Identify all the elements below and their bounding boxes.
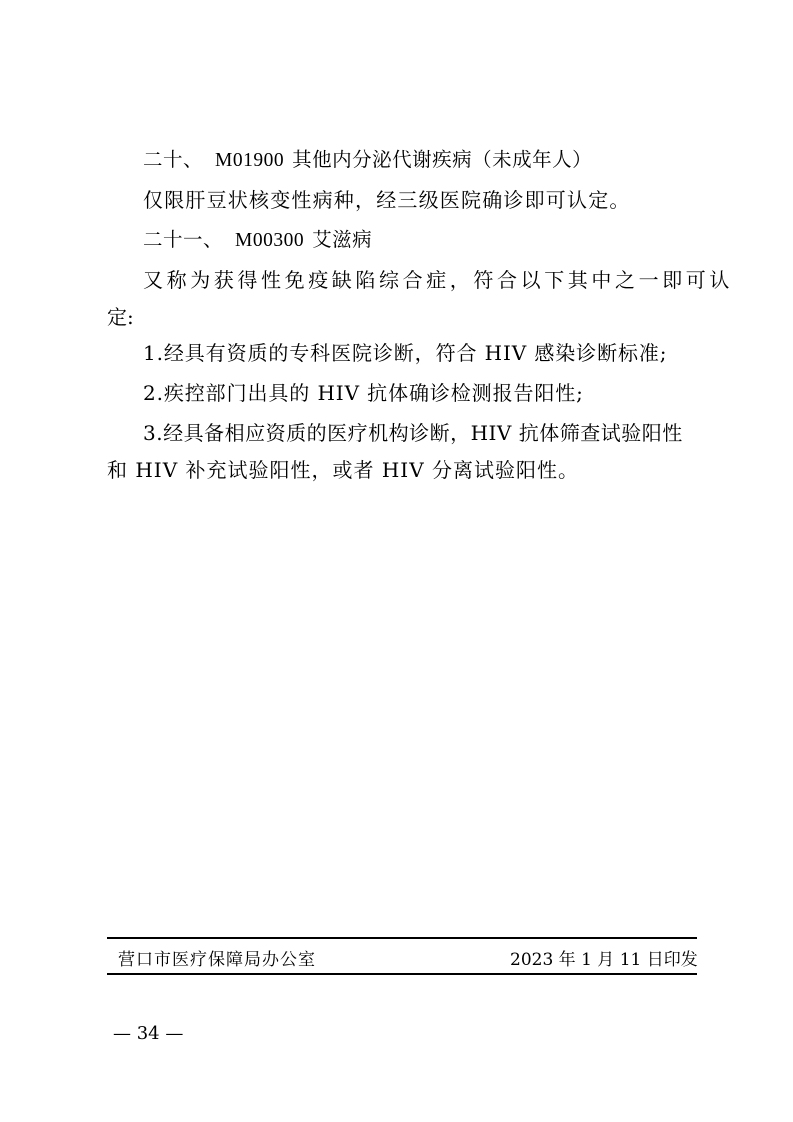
section-heading-20 (143, 150, 592, 171)
section-intro-line2: 定: (107, 305, 134, 329)
section-index: 二十一、 (143, 228, 224, 251)
section-title: 艾滋病 (312, 228, 373, 251)
footer-top-rule (107, 937, 697, 939)
section-body-20: 仅限肝豆状核变性病种，经三级医院确诊即可认定。 (143, 188, 631, 212)
section-title: 其他内分泌代谢疾病（未成年人） (292, 148, 593, 171)
footer-issuer: 营口市医疗保障局办公室 (118, 950, 316, 970)
section-code: M00300 (235, 230, 305, 251)
list-item-1: 1.经具有资质的专科医院诊断，符合 HIV 感染诊断标准; (143, 341, 668, 365)
section-index: 二十、 (143, 148, 204, 171)
list-item-2: 2.疾控部门出具的 HIV 抗体确诊检测报告阳性; (143, 381, 584, 405)
section-intro-line1: 又称为获得性免疫缺陷综合症，符合以下其中之一即可认 (143, 268, 733, 292)
footer-date: 2023 年 1 月 11 日印发 (510, 950, 698, 970)
list-item-3-continued: 和 HIV 补充试验阳性，或者 HIV 分离试验阳性。 (107, 458, 579, 482)
section-code: M01900 (215, 150, 285, 171)
footer-bottom-rule (107, 973, 697, 975)
list-item-3: 3.经具备相应资质的医疗机构诊断，HIV 抗体筛查试验阳性 (143, 421, 683, 445)
section-heading-21 (143, 230, 372, 251)
page-number: — 34 — (113, 1023, 184, 1044)
